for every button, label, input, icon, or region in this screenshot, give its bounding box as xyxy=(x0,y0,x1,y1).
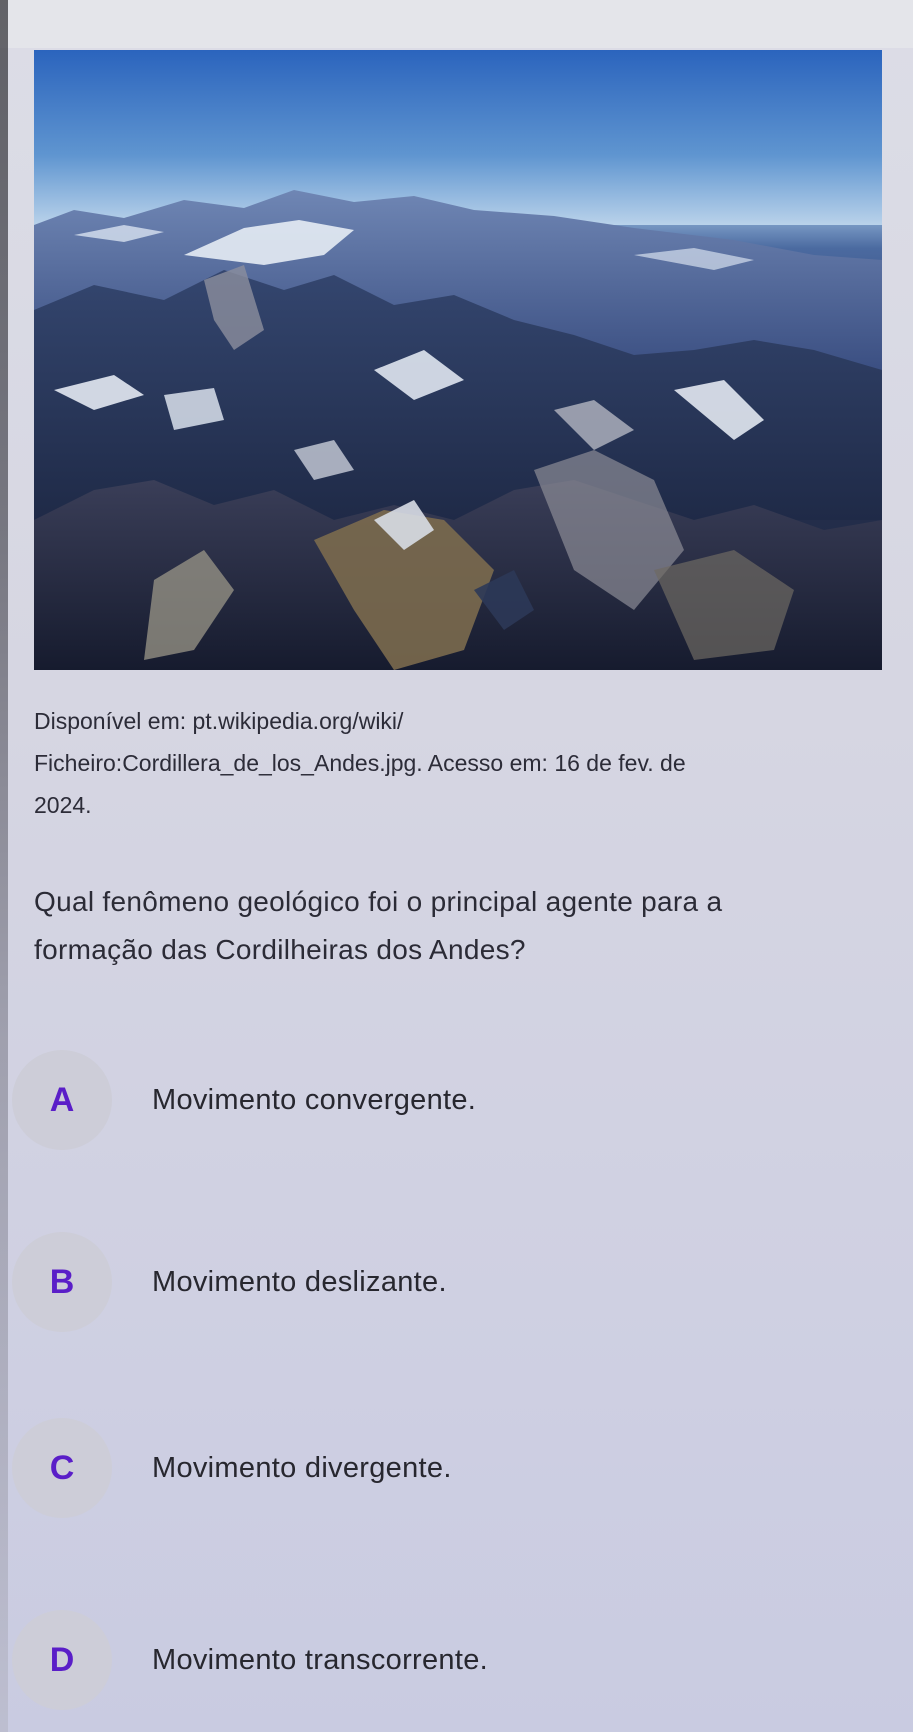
option-letter-badge: C xyxy=(12,1418,112,1518)
caption-line: Ficheiro:Cordillera_de_los_Andes.jpg. Acesso em: 16 de fev. de xyxy=(34,750,686,776)
option-a[interactable] xyxy=(12,1050,892,1150)
option-text: Movimento transcorrente. xyxy=(152,1643,488,1676)
image-source-caption xyxy=(34,700,874,826)
option-text: Movimento divergente. xyxy=(152,1451,452,1484)
question-line: Qual fenômeno geológico foi o principal agente para a xyxy=(34,886,723,917)
caption-line: 2024. xyxy=(34,792,92,818)
option-d[interactable] xyxy=(12,1610,892,1710)
option-letter-badge: A xyxy=(12,1050,112,1150)
question-line: formação das Cordilheiras dos Andes? xyxy=(34,934,526,965)
option-letter-badge: B xyxy=(12,1232,112,1332)
option-b[interactable] xyxy=(12,1232,892,1332)
option-text: Movimento convergente. xyxy=(152,1083,477,1116)
andes-mountains-photo xyxy=(34,50,882,670)
screen-edge xyxy=(0,0,8,1732)
option-c[interactable] xyxy=(12,1418,892,1518)
caption-line: Disponível em: pt.wikipedia.org/wiki/ xyxy=(34,708,404,734)
option-text: Movimento deslizante. xyxy=(152,1265,447,1298)
top-status-strip xyxy=(0,0,913,48)
option-letter-badge: D xyxy=(12,1610,112,1710)
question-text xyxy=(34,878,894,974)
